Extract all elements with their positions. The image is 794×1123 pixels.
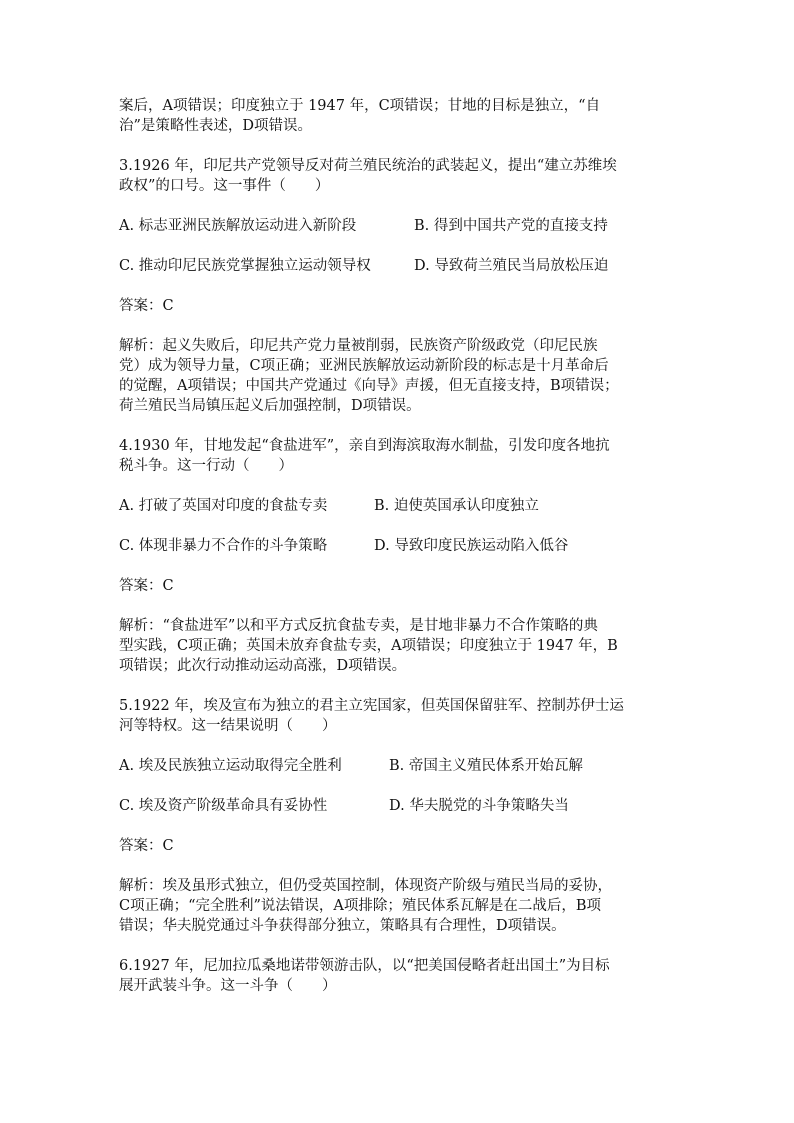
option-a: A. 标志亚洲民族解放运动进入新阶段: [119, 218, 357, 234]
text-line: 解析：埃及虽形式独立，但仍受英国控制，体现资产阶级与殖民当局的妥协，: [119, 878, 612, 894]
question-5-analysis: [119, 876, 679, 936]
text-line: 税斗争。这一行动（ ）: [119, 458, 293, 474]
question-5-options-row-2: [119, 796, 679, 816]
text-line: 错误；华夫脱党通过斗争获得部分独立，策略具有合理性，D项错误。: [119, 918, 566, 934]
question-3-analysis: [119, 336, 679, 416]
text-line: 项错误；此次行动推动运动高涨，D项错误。: [119, 658, 407, 674]
question-4-options-row-2: [119, 536, 679, 556]
text-line: 解析：起义失败后，印尼共产党力量被削弱，民族资产阶级政党（印尼民族: [119, 338, 598, 354]
question-3-answer: 答案：C: [119, 298, 174, 314]
option-a: A. 打破了英国对印度的食盐专卖: [119, 498, 328, 514]
intro-paragraph: [119, 96, 679, 136]
text-line: 的觉醒，A项错误；中国共产党通过《向导》声援，但无直接支持，B项错误；: [119, 378, 619, 394]
text-line: 型实践，C项正确；英国未放弃食盐专卖，A项错误；印度独立于 1947 年，B: [119, 638, 618, 654]
text-line: 荷兰殖民当局镇压起义后加强控制，D项错误。: [119, 398, 421, 414]
question-5-answer: 答案：C: [119, 838, 174, 854]
option-a: A. 埃及民族独立运动取得完全胜利: [119, 758, 342, 774]
option-b: B. 迫使英国承认印度独立: [374, 498, 539, 514]
question-3-options-row-2: [119, 256, 679, 276]
option-d: D. 导致印度民族运动陷入低谷: [374, 538, 569, 554]
question-6-stem: [119, 956, 679, 996]
text-line: 6.1927 年，尼加拉瓜桑地诺带领游击队，以“把美国侵略者赶出国土”为目标: [119, 958, 610, 974]
question-5-stem: [119, 696, 679, 736]
question-4-answer: 答案：C: [119, 578, 174, 594]
text-line: 展开武装斗争。这一斗争（ ）: [119, 978, 337, 994]
option-c: C. 推动印尼民族党掌握独立运动领导权: [119, 258, 371, 274]
question-5-options-row-1: [119, 756, 679, 776]
text-line: C项正确；“完全胜利”说法错误，A项排除；殖民体系瓦解是在二战后，B项: [119, 898, 602, 914]
option-b: B. 帝国主义殖民体系开始瓦解: [389, 758, 583, 774]
option-d: D. 导致荷兰殖民当局放松压迫: [414, 258, 609, 274]
question-4-options-row-1: [119, 496, 679, 516]
option-d: D. 华夫脱党的斗争策略失当: [389, 798, 569, 814]
text-line: 解析：“食盐进军”以和平方式反抗食盐专卖，是甘地非暴力不合作策略的典: [119, 618, 598, 634]
question-4-stem: [119, 436, 679, 476]
question-3-options-row-1: [119, 216, 679, 236]
text-line: 政权”的口号。这一事件（ ）: [119, 178, 330, 194]
text-line: 案后，A项错误；印度独立于 1947 年，C项错误；甘地的目标是独立，“自: [119, 98, 601, 114]
option-b: B. 得到中国共产党的直接支持: [414, 218, 608, 234]
text-line: 3.1926 年，印尼共产党领导反对荷兰殖民统治的武装起义，提出“建立苏维埃: [119, 158, 617, 174]
question-3-stem: [119, 156, 679, 196]
text-line: 河等特权。这一结果说明（ ）: [119, 718, 337, 734]
document-page: [119, 96, 679, 1016]
text-line: 治”是策略性表述，D项错误。: [119, 118, 313, 134]
question-4-analysis: [119, 616, 679, 676]
option-c: C. 埃及资产阶级革命具有妥协性: [119, 798, 328, 814]
option-c: C. 体现非暴力不合作的斗争策略: [119, 538, 328, 554]
text-line: 党）成为领导力量，C项正确；亚洲民族解放运动新阶段的标志是十月革命后: [119, 358, 609, 374]
text-line: 5.1922 年，埃及宣布为独立的君主立宪国家，但英国保留驻军、控制苏伊士运: [119, 698, 624, 714]
text-line: 4.1930 年，甘地发起“食盐进军”，亲自到海滨取海水制盐，引发印度各地抗: [119, 438, 610, 454]
